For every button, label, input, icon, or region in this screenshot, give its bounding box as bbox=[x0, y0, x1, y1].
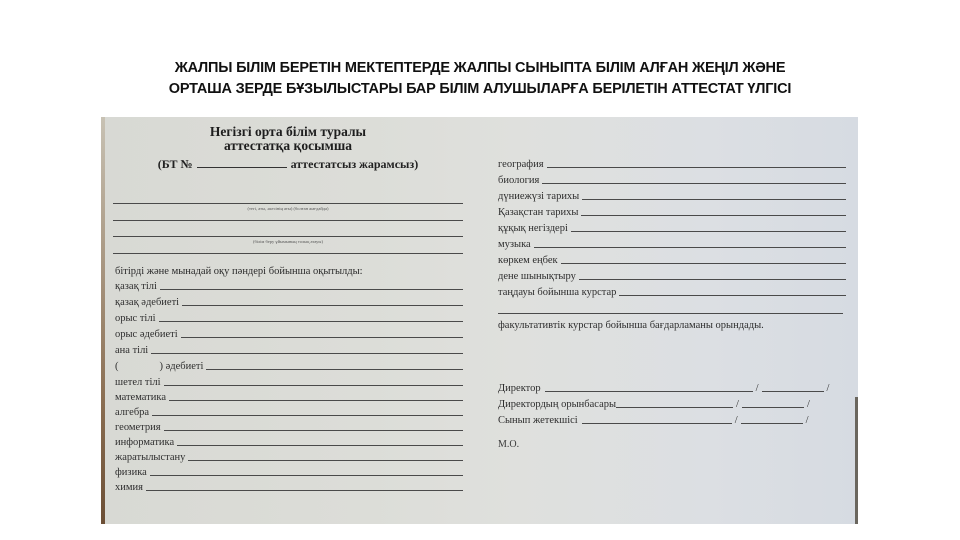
grade-field[interactable] bbox=[181, 337, 463, 338]
slash-separator: / bbox=[736, 399, 739, 410]
subject-row bbox=[115, 450, 463, 463]
grade-field[interactable] bbox=[534, 247, 846, 248]
bt-suffix: аттестатсыз жарамсыз) bbox=[290, 157, 419, 171]
grade-field[interactable] bbox=[159, 321, 463, 322]
subject-row bbox=[115, 420, 463, 433]
subject-row bbox=[115, 295, 463, 308]
subject-label: информатика bbox=[115, 437, 175, 448]
name-field[interactable] bbox=[742, 407, 804, 408]
subject-label: көркем еңбек bbox=[498, 255, 558, 266]
subject-label: ) әдебиеті bbox=[159, 361, 204, 372]
subject-row-native-literature bbox=[115, 359, 463, 372]
subject-label: құқық негіздері bbox=[498, 223, 568, 234]
subject-row bbox=[115, 311, 463, 324]
subject-label: ана тілі bbox=[115, 345, 149, 356]
subject-row bbox=[115, 375, 463, 388]
signature-label: Сынып жетекшісі bbox=[498, 415, 578, 426]
grade-field[interactable] bbox=[164, 385, 463, 386]
grade-field[interactable] bbox=[177, 445, 463, 446]
grade-field[interactable] bbox=[206, 369, 463, 370]
name-field-caption: (тегі, аты, әкесінің аты) (болған жағдайда) bbox=[247, 206, 329, 211]
stamp-place-label: М.О. bbox=[498, 439, 520, 450]
subject-row bbox=[498, 189, 846, 202]
signature-field[interactable] bbox=[545, 391, 753, 392]
grade-field[interactable] bbox=[561, 263, 846, 264]
subject-row bbox=[115, 327, 463, 340]
subject-label: жаратылыстану bbox=[115, 452, 186, 463]
grade-field[interactable] bbox=[579, 279, 846, 280]
subject-label: қазақ тілі bbox=[115, 281, 157, 292]
name-field-line-2[interactable] bbox=[113, 220, 463, 221]
subject-label: музыка bbox=[498, 239, 531, 250]
subject-label: дене шынықтыру bbox=[498, 271, 576, 282]
subject-row bbox=[498, 157, 846, 170]
grade-field[interactable] bbox=[164, 430, 463, 431]
optional-courses-statement: факультативтік курстар бойынша бағдарламаны орындады. bbox=[498, 320, 764, 331]
subject-label: химия bbox=[115, 482, 143, 493]
signature-row-director bbox=[498, 381, 843, 394]
subject-row bbox=[115, 405, 463, 418]
paren-open: ( bbox=[115, 361, 119, 372]
slash-separator: / bbox=[826, 383, 830, 394]
grade-field[interactable] bbox=[182, 305, 463, 306]
subject-label: дүниежүзі тарихы bbox=[498, 191, 580, 202]
signature-row-class-teacher bbox=[498, 413, 843, 426]
slide-title bbox=[40, 58, 920, 100]
signature-field[interactable] bbox=[582, 423, 732, 424]
subject-row bbox=[115, 480, 463, 493]
org-field-line-2[interactable] bbox=[113, 253, 463, 254]
form-heading-line-1: Негізгі орта білім туралы bbox=[209, 124, 367, 139]
name-field[interactable] bbox=[741, 423, 803, 424]
subject-row bbox=[498, 173, 846, 186]
grade-field[interactable] bbox=[581, 215, 846, 216]
signature-label: Директордың орынбасары bbox=[498, 399, 617, 410]
right-page bbox=[496, 117, 846, 524]
subject-row bbox=[115, 390, 463, 403]
subject-row bbox=[498, 253, 846, 266]
signature-label: Директор bbox=[498, 383, 541, 394]
elective-field[interactable] bbox=[619, 295, 846, 296]
slide-title-line-1: ЖАЛПЫ БІЛІМ БЕРЕТІН МЕКТЕПТЕРДЕ ЖАЛПЫ СЫНЫПТА БІЛІМ АЛҒАН ЖЕҢІЛ ЖӘНЕ bbox=[174, 60, 786, 76]
form-heading bbox=[113, 125, 463, 153]
subject-row bbox=[498, 205, 846, 218]
subject-row bbox=[115, 279, 463, 292]
name-field[interactable] bbox=[762, 391, 824, 392]
subject-label: шетел тілі bbox=[115, 377, 161, 388]
grade-field[interactable] bbox=[169, 400, 463, 401]
subject-label: орыс тілі bbox=[115, 313, 156, 324]
grade-field[interactable] bbox=[188, 460, 463, 461]
form-heading-line-2: аттестатқа қосымша bbox=[224, 138, 352, 153]
org-field-line[interactable] bbox=[113, 236, 463, 237]
left-page bbox=[113, 117, 463, 524]
subject-label: биология bbox=[498, 175, 540, 186]
bt-prefix: (БТ № bbox=[157, 157, 193, 171]
subject-label: Қазақстан тарихы bbox=[498, 207, 579, 218]
subject-label: қазақ әдебиеті bbox=[115, 297, 180, 308]
slide-title-line-2: ОРТАША ЗЕРДЕ БҰЗЫЛЫСТАРЫ БАР БІЛІМ АЛУШЫЛАРҒА БЕРІЛЕТІН АТТЕСТАТ ҮЛГІСІ bbox=[168, 81, 792, 97]
grade-field[interactable] bbox=[151, 353, 463, 354]
org-field-caption: (білім беру ұйымының толық атауы) bbox=[253, 239, 323, 244]
certificate-photo bbox=[101, 117, 858, 524]
grade-field[interactable] bbox=[146, 490, 463, 491]
signature-field[interactable] bbox=[616, 407, 733, 408]
grade-field[interactable] bbox=[547, 167, 846, 168]
subject-row bbox=[115, 343, 463, 356]
subject-label: таңдауы бойынша курстар bbox=[498, 287, 617, 298]
subject-label: физика bbox=[115, 467, 147, 478]
subject-row bbox=[498, 237, 846, 250]
subject-label: математика bbox=[115, 392, 166, 403]
certificate-number-line bbox=[113, 157, 463, 172]
subject-row bbox=[498, 269, 846, 282]
subject-label: алгебра bbox=[115, 407, 150, 418]
signature-row-deputy-director bbox=[498, 397, 843, 410]
subject-row bbox=[115, 465, 463, 478]
bleed-through-text: ⠀ bbox=[546, 128, 555, 140]
elective-field-line-2[interactable] bbox=[498, 313, 843, 314]
subject-label: орыс әдебиеті bbox=[115, 329, 178, 340]
name-field-line[interactable] bbox=[113, 203, 463, 204]
subject-row bbox=[498, 285, 846, 298]
grade-field[interactable] bbox=[542, 183, 846, 184]
grade-field[interactable] bbox=[582, 199, 846, 200]
grade-field[interactable] bbox=[150, 475, 463, 476]
subjects-intro: бітірді және мынадай оқу пәндері бойынша оқытылды: bbox=[115, 266, 363, 277]
subject-row bbox=[498, 221, 846, 234]
grade-field[interactable] bbox=[152, 415, 463, 416]
subject-row bbox=[115, 435, 463, 448]
certificate-number-field[interactable] bbox=[197, 157, 287, 168]
subject-label: география bbox=[498, 159, 544, 170]
slash-separator: / bbox=[755, 383, 759, 394]
grade-field[interactable] bbox=[571, 231, 846, 232]
slash-separator: / bbox=[806, 399, 810, 410]
slash-separator: / bbox=[734, 415, 738, 426]
grade-field[interactable] bbox=[160, 289, 463, 290]
subject-label: геометрия bbox=[115, 422, 161, 433]
slash-separator: / bbox=[805, 415, 809, 426]
